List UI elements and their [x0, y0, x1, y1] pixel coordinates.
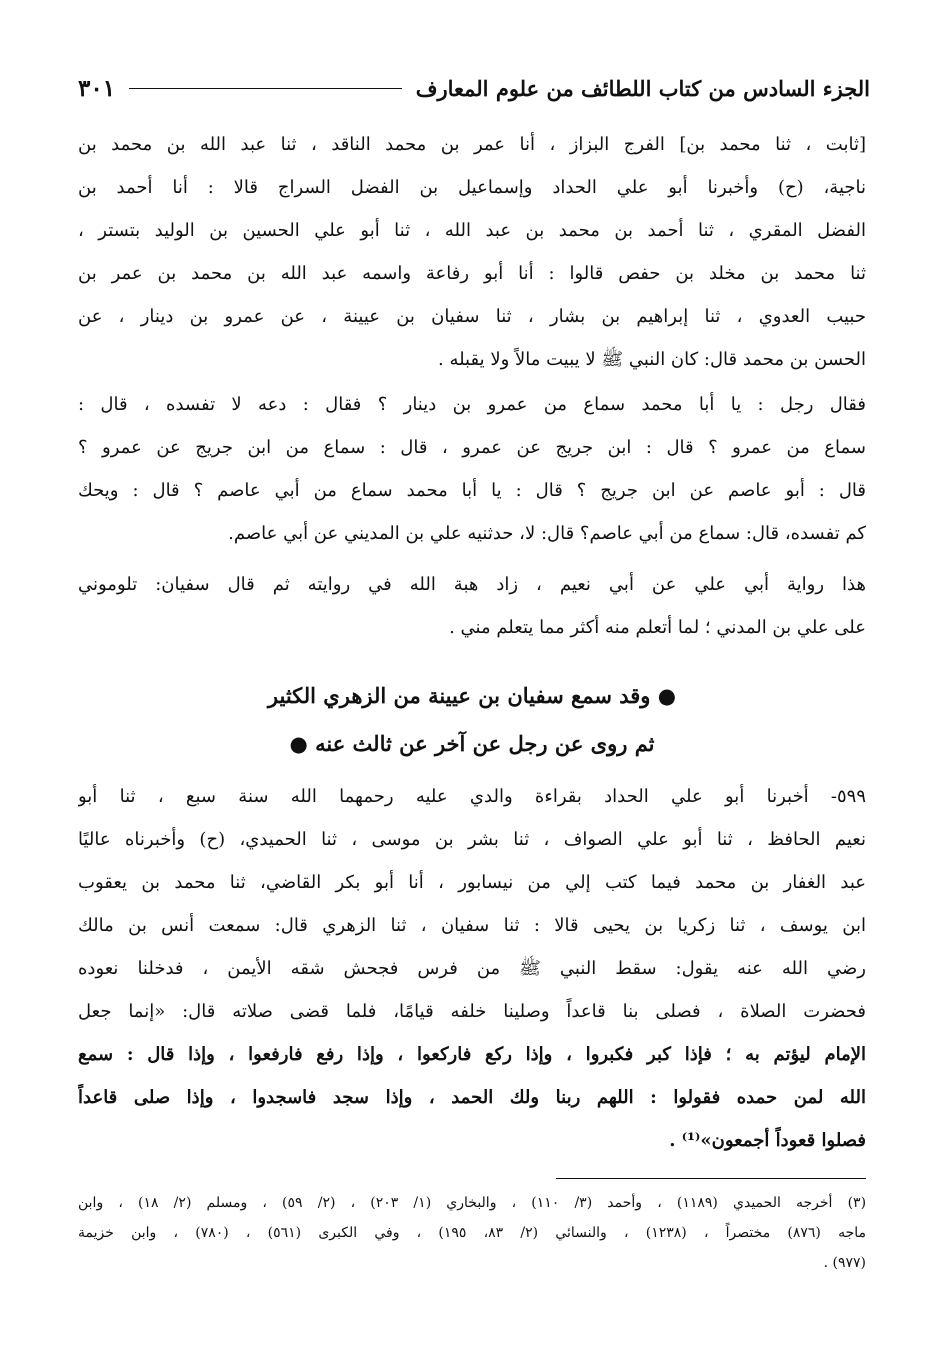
- text-line: فقال رجل : يا أبا محمد سماع من عمرو بن دينار ؟ فقال : دعه لا تفسده ، قال :: [78, 394, 866, 415]
- footnote-line: (٣) أخرجه الحميدي (١١٨٩) ، وأحمد (٣/ ١١٠) ، والبخاري (١/ ٢٠٣) ، (٢/ ٥٩) ، ومسلم (٢/ ١٨) ، وابن: [78, 1195, 866, 1211]
- footnotes: [78, 1188, 866, 1278]
- text-line: هذا رواية أبي علي عن أبي نعيم ، زاد هبة الله في روايته ثم قال سفيان: تلوموني: [78, 574, 866, 595]
- text-line: الله لمن حمده فقولوا : اللهم ربنا ولك الحمد ، وإذا سجد فاسجدوا ، وإذا صلى قاعداً: [78, 1087, 866, 1108]
- text-line: قال : أبو عاصم عن ابن جريج ؟ قال : يا أبا محمد سماع من أبي عاصم ؟ قال : ويحك: [78, 480, 866, 501]
- paragraph-3: [78, 563, 866, 649]
- text-line: ثنا محمد بن مخلد بن حفص قالوا : أنا أبو رفاعة واسمه عبد الله بن محمد بن عمر بن: [78, 263, 866, 284]
- text-line: عبد الغفار بن محمد فيما كتب إلي من نيسابور ، أنا أبو بكر القاضي، ثنا محمد بن يعقوب: [78, 872, 866, 893]
- section-heading: [78, 672, 866, 768]
- text-line: على علي بن المدني ؛ لما أتعلم منه أكثر مما يتعلم مني .: [449, 617, 866, 638]
- text-line: [ثابت ، ثنا محمد بن] الفرج البزاز ، أنا عمر بن محمد الناقد ، ثنا عبد الله بن محمد بن: [78, 134, 866, 155]
- text-line: كم تفسده، قال: سماع من أبي عاصم؟ قال: لا، حدثنيه علي بن المديني عن أبي عاصم.: [228, 523, 866, 544]
- text-line: الحسن بن محمد قال: كان النبي ﷺ لا يبيت مالاً ولا يقبله .: [438, 349, 866, 370]
- text-line: فحضرت الصلاة ، فصلى بنا قاعداً وصلينا خلفه قيامًا، فلما قضى صلاته قال: «إنما جعل: [78, 1001, 866, 1022]
- text-line: حبيب العدوي ، ثنا إبراهيم بن بشار ، ثنا سفيان بن عيينة ، عن عمرو بن دينار ، عن: [78, 306, 866, 327]
- heading-line: ● وقد سمع سفيان بن عيينة من الزهري الكثير: [267, 683, 677, 708]
- text-line: الفضل المقري ، ثنا أحمد بن محمد بن عبد الله ، ثنا أبو علي الحسين بن الوليد بتستر ،: [78, 220, 866, 241]
- text-line: ناجية، (ح) وأخبرنا أبو علي الحداد وإسماعيل بن الفضل السراج قالا : أنا أحمد بن: [78, 177, 866, 198]
- footnote-rule: [556, 1178, 866, 1179]
- footnote-line: ماجه (٨٧٦) مختصراً ، (١٢٣٨) ، والنسائي (٢/ ٨٣، ١٩٥) ، وفي الكبرى (٥٦١) ، (٧٨٠) ، وابن خزيمة: [78, 1225, 866, 1241]
- text-line: ابن يوسف ، ثنا زكريا بن يحيى قالا : ثنا سفيان ، ثنا الزهري قال: سمعت أنس بن مالك: [78, 915, 866, 936]
- page-number: ٣٠١: [78, 74, 116, 102]
- running-header: [78, 66, 870, 110]
- text-line: رضي الله عنه يقول: سقط النبي ﷺ من فرس فجحش شقه الأيمن ، فدخلنا نعوده: [78, 958, 866, 979]
- paragraph-2: [78, 383, 866, 555]
- text-line: فصلوا قعوداً أجمعون»⁽¹⁾ .: [669, 1130, 866, 1151]
- text-line: ٥٩٩- أخبرنا أبو علي الحداد بقراءة والدي عليه رحمهما الله سنة سبع ، ثنا أبو: [78, 786, 866, 807]
- text-line: نعيم الحافظ ، ثنا أبو علي الصواف ، ثنا بشر بن موسى ، ثنا الحميدي، (ح) وأخبرناه عاليًا: [78, 829, 866, 850]
- heading-line: ثم روى عن رجل عن آخر عن ثالث عنه ●: [289, 731, 655, 756]
- paragraph-4: [78, 775, 866, 1162]
- running-title: الجزء السادس من كتاب اللطائف من علوم المعارف: [415, 75, 870, 101]
- footnote-line: (٩٧٧) .: [823, 1255, 866, 1271]
- header-rule: [129, 88, 402, 89]
- text-line: الإمام ليؤتم به ؛ فإذا كبر فكبروا ، وإذا ركع فاركعوا ، وإذا رفع فارفعوا ، وإذا قال : سمع: [78, 1044, 866, 1065]
- paragraph-1: [78, 123, 866, 381]
- text-line: سماع من عمرو ؟ قال : ابن جريج عن عمرو ، قال : سماع من ابن جريج عن عمرو ؟: [78, 437, 866, 458]
